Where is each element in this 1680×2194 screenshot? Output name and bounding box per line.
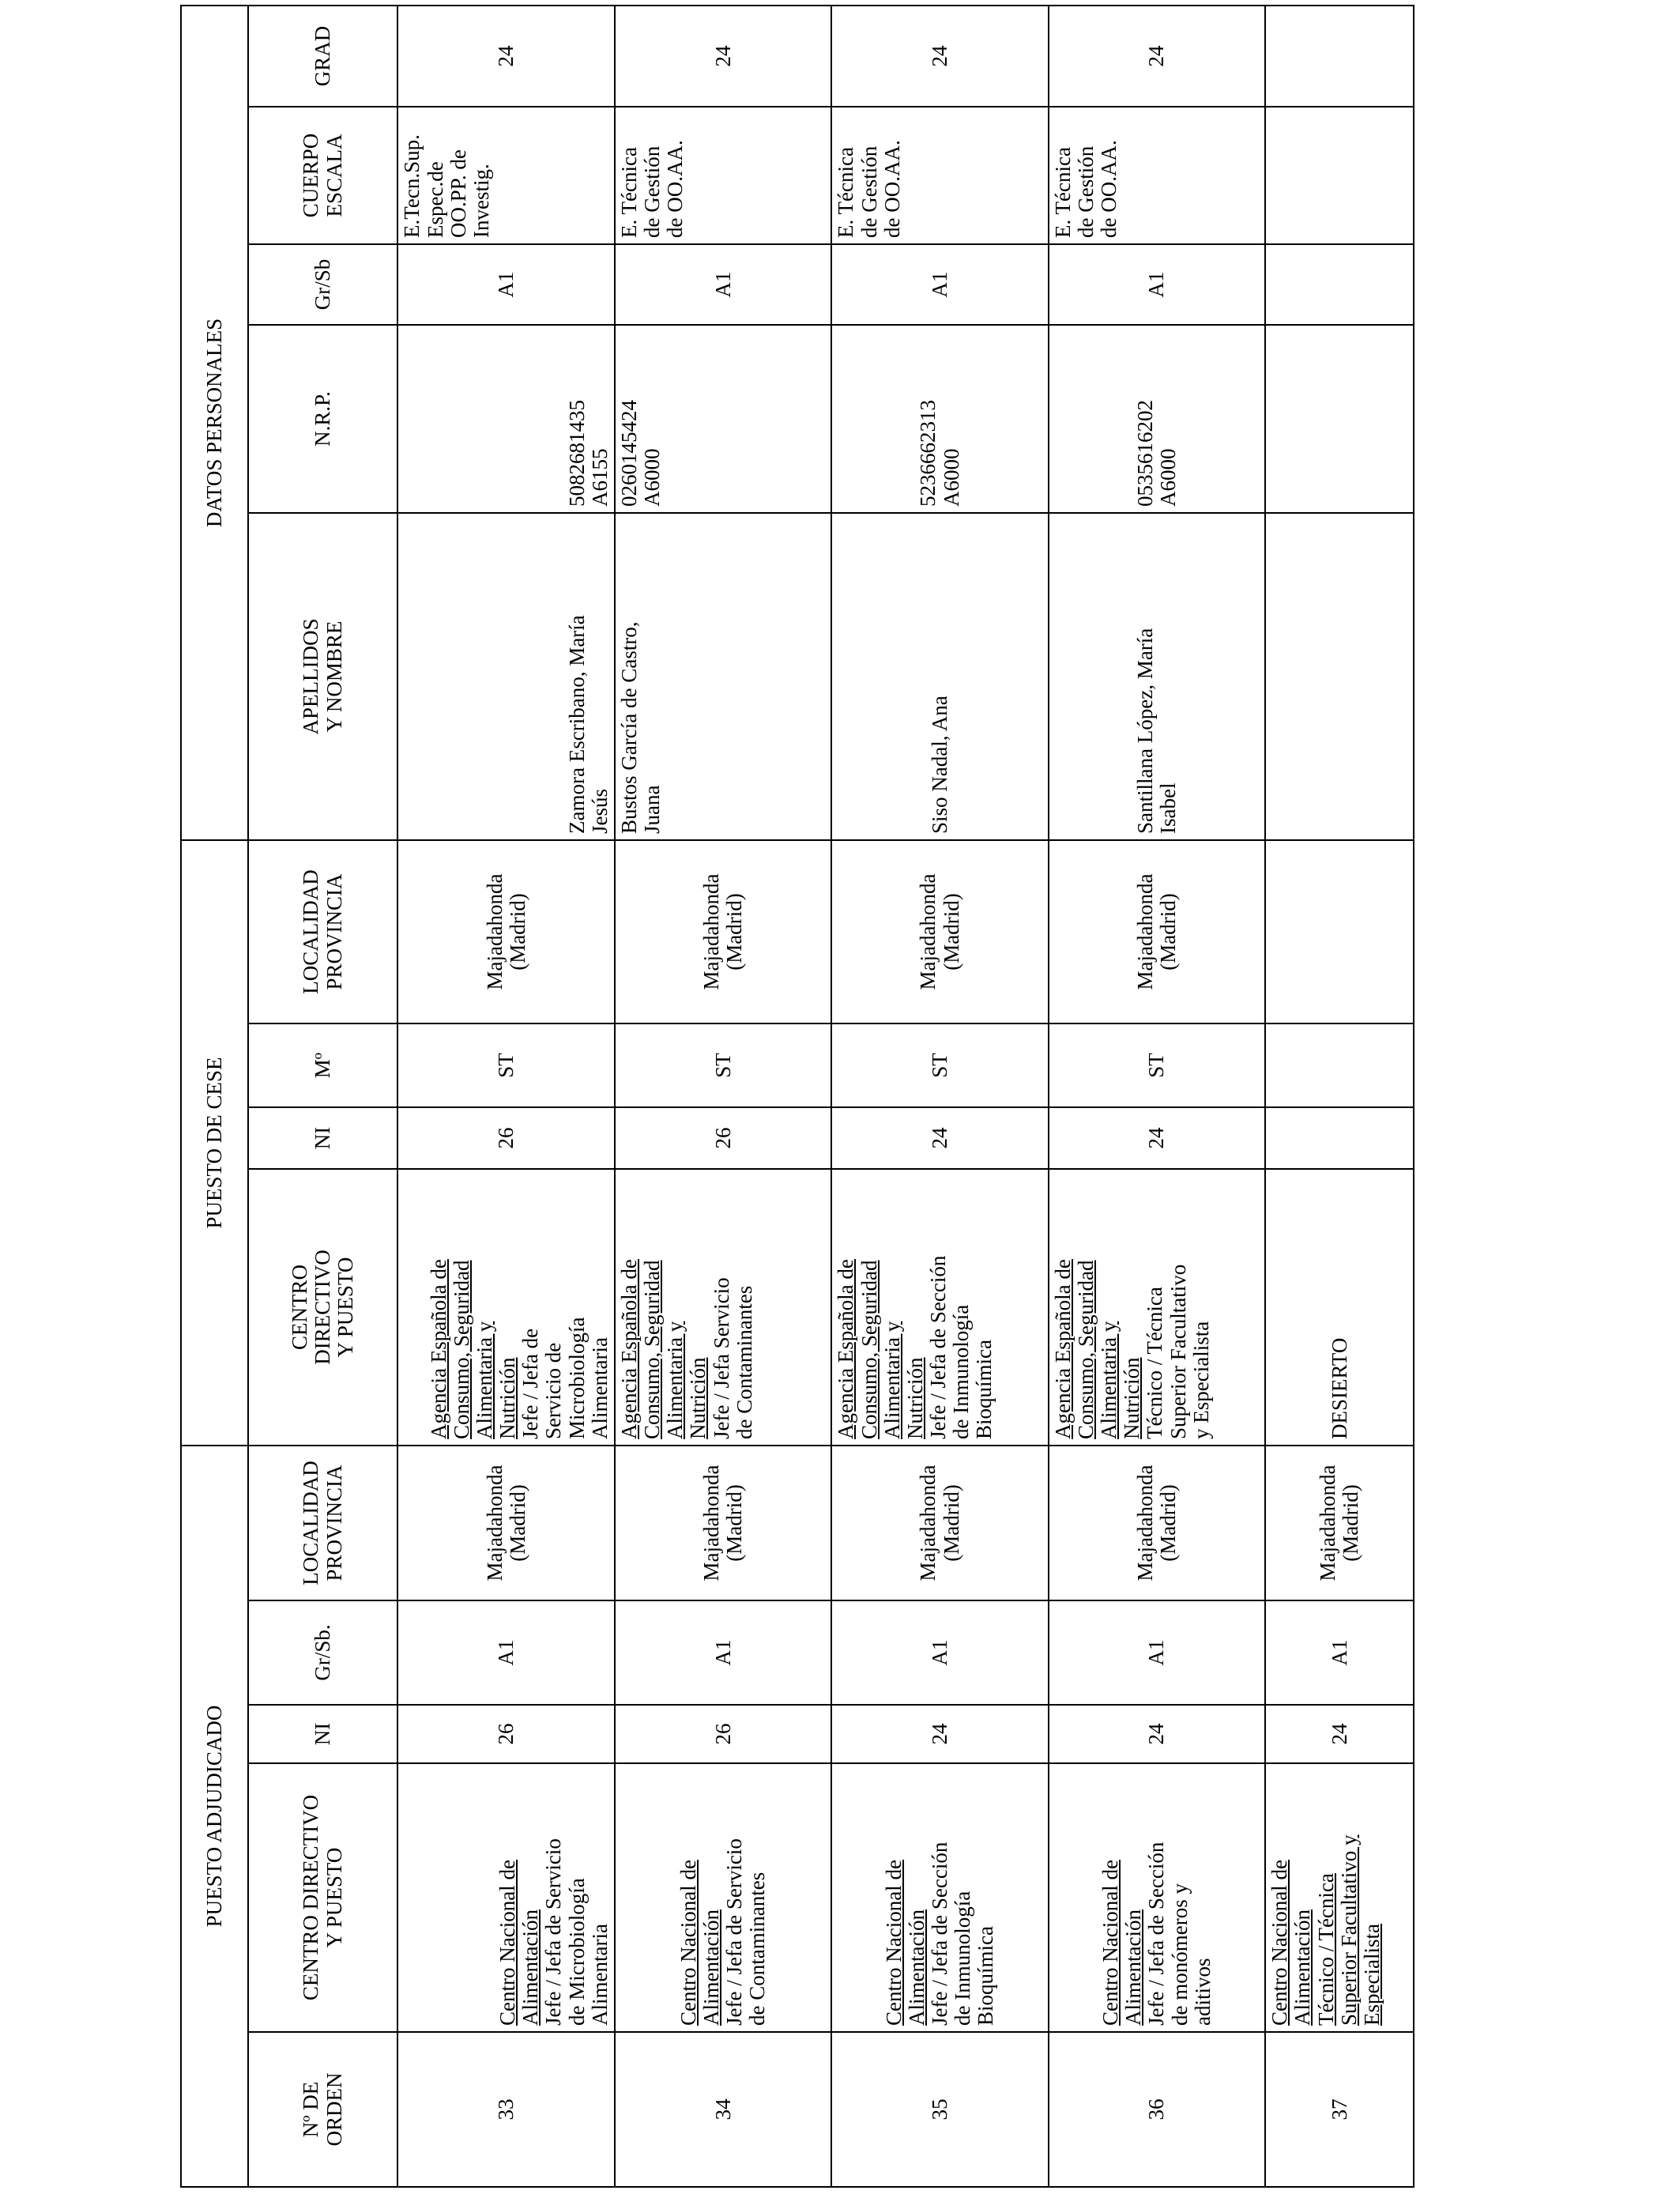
header-cese-centro-l3: Y PUESTO — [333, 1257, 358, 1358]
cell-adj-grsb — [1049, 1600, 1265, 1705]
cell-grad-empty — [1265, 6, 1414, 107]
table-row — [397, 6, 614, 2187]
grad-value: 24 — [710, 45, 735, 67]
cese-loc-l1: Majadahonda — [699, 873, 723, 990]
adj-grsb-value: A1 — [1327, 1639, 1351, 1666]
adj-puesto-l2: de monómeros y — [1167, 1883, 1192, 2026]
cell-cuerpo — [615, 107, 831, 244]
adj-loc-l1: Majadahonda — [1315, 1465, 1339, 1581]
cese-puesto-l1: Técnico / Técnica — [1143, 1287, 1167, 1439]
header-cese-centro-l2: DIRECTIVO — [311, 1250, 335, 1365]
nrp-l2: A6000 — [939, 448, 963, 507]
cese-centro-l3: Alimentaria y — [880, 1321, 904, 1439]
adj-grsb-value: A1 — [927, 1639, 951, 1666]
header-cese-centro — [248, 1169, 398, 1446]
header-nrp-label: N.R.P. — [311, 391, 335, 447]
cell-grsb — [397, 244, 614, 325]
cell-cese-ni — [831, 1107, 1048, 1169]
cell-grad — [1049, 6, 1265, 107]
adj-puesto-l1: Técnico / Técnica — [1313, 1873, 1338, 2026]
adj-grsb-value: A1 — [494, 1639, 518, 1666]
adj-puesto-l2: Superior Facultativo y — [1336, 1834, 1361, 2026]
header-adj-centro-l1: CENTRO DIRECTIVO — [299, 1794, 323, 2001]
adj-loc-l1: Majadahonda — [916, 1465, 940, 1581]
cell-cese-centro — [1049, 1169, 1265, 1446]
cese-centro-l3: Alimentaria y — [1097, 1321, 1121, 1439]
cuerpo-l2: de Gestión — [1073, 145, 1098, 238]
adj-puesto-l2: de Contaminantes — [745, 1872, 770, 2026]
cell-apellidos — [615, 513, 831, 840]
cell-cese-loc — [397, 840, 614, 1023]
cell-adj-loc — [1049, 1446, 1265, 1600]
cese-centro-l4: Nutrición — [1120, 1357, 1144, 1439]
header-orden-l2: ORDEN — [322, 2072, 346, 2147]
adj-ni-value: 26 — [710, 1723, 735, 1745]
cell-cese-m — [1049, 1023, 1265, 1107]
cell-cese-centro — [831, 1169, 1048, 1446]
nrp-l1: 5082681435 — [564, 399, 589, 507]
adj-ni-value: 24 — [927, 1723, 951, 1745]
cell-adj-ni — [615, 1705, 831, 1763]
cese-centro-l3: Alimentaria y — [663, 1321, 687, 1439]
cell-nrp — [397, 325, 614, 513]
group-header-row — [181, 6, 248, 2187]
cese-m-value: ST — [927, 1053, 951, 1078]
cese-centro-l3: Alimentaria y — [472, 1321, 496, 1439]
cell-apellidos — [397, 513, 614, 840]
cell-cese-desierto — [1265, 1169, 1414, 1446]
cese-loc-l1: Majadahonda — [1132, 873, 1157, 990]
cell-cese-centro — [615, 1169, 831, 1446]
cese-puesto-l1: Jefe / Jefa Servicio — [709, 1277, 733, 1439]
table-row — [1265, 6, 1414, 2187]
cell-nrp — [1049, 325, 1265, 513]
nrp-l1: 5236662313 — [916, 399, 940, 507]
cell-orden — [831, 2032, 1048, 2187]
table-row — [1049, 6, 1265, 2187]
adj-ni-value: 26 — [494, 1723, 518, 1745]
cese-puesto-l4: Alimentaria — [587, 1337, 612, 1439]
column-header-row — [248, 6, 398, 2187]
cell-cese-ni — [615, 1107, 831, 1169]
cell-adj-centro — [1049, 1763, 1265, 2032]
adj-puesto-l2: de Microbiología — [564, 1878, 589, 2026]
adj-ni-value: 24 — [1144, 1723, 1169, 1745]
header-apellidos — [248, 513, 398, 840]
cese-puesto-l3: Microbiología — [564, 1317, 589, 1439]
adj-puesto-l3: Alimentaria — [587, 1924, 612, 2026]
cell-adj-centro — [397, 1763, 614, 2032]
orden-value: 37 — [1327, 2098, 1351, 2120]
cese-puesto-l2: de Inmunología — [949, 1304, 974, 1439]
grad-value: 24 — [1144, 45, 1169, 67]
cese-centro-l2: Consumo, Seguridad — [857, 1260, 881, 1439]
cell-orden — [1049, 2032, 1265, 2187]
cell-adj-loc — [831, 1446, 1048, 1600]
cese-loc-l2: (Madrid) — [939, 893, 963, 971]
cell-cuerpo — [831, 107, 1048, 244]
header-adj-centro — [248, 1763, 398, 2032]
cese-centro-l4: Nutrición — [686, 1357, 710, 1439]
cell-adj-ni — [831, 1705, 1048, 1763]
grad-value: 24 — [927, 45, 951, 67]
cell-apellidos-empty — [1265, 513, 1414, 840]
adj-loc-l1: Majadahonda — [1132, 1465, 1157, 1581]
adj-grsb-value: A1 — [1144, 1639, 1169, 1666]
cell-cese-centro — [397, 1169, 614, 1446]
cell-adj-ni — [1049, 1705, 1265, 1763]
cell-cese-m — [831, 1023, 1048, 1107]
cell-grad — [397, 6, 614, 107]
cese-loc-l1: Majadahonda — [916, 873, 940, 990]
cese-centro-l1: Agencia Española de — [426, 1259, 450, 1439]
cese-m-value: ST — [1144, 1053, 1169, 1078]
cell-apellidos — [1049, 513, 1265, 840]
adj-puesto-l1: Jefe / Jefa de Sección — [1144, 1842, 1169, 2026]
group-personales — [181, 6, 248, 840]
cell-cese-m-empty — [1265, 1023, 1414, 1107]
adj-centro-name: Centro Nacional de Alimentación — [1268, 1860, 1315, 2026]
cell-cuerpo-empty — [1265, 107, 1414, 244]
adj-puesto-l1: Jefe / Jefa de Servicio — [722, 1838, 747, 2026]
cese-loc-l2: (Madrid) — [505, 893, 529, 971]
header-cese-m — [248, 1023, 398, 1107]
orden-value: 34 — [710, 2098, 735, 2120]
header-grsb — [248, 244, 398, 325]
cuerpo-l4: Investig. — [469, 164, 493, 238]
adj-puesto-l1: Jefe / Jefa de Servicio — [541, 1838, 566, 2026]
adj-grsb-value: A1 — [710, 1639, 735, 1666]
header-adj-loc — [248, 1446, 398, 1600]
cell-adj-centro — [1265, 1763, 1414, 2032]
cuerpo-l2: de Gestión — [857, 145, 881, 238]
header-cuerpo — [248, 107, 398, 244]
cell-adj-loc — [1265, 1446, 1414, 1600]
cell-apellidos — [831, 513, 1048, 840]
nrp-l1: 0535616202 — [1132, 399, 1157, 507]
apellidos-l1: Siso Nadal, Ana — [927, 696, 951, 834]
cuerpo-l3: OO.PP. de — [446, 149, 470, 238]
cell-adj-loc — [397, 1446, 614, 1600]
header-adj-loc-l2: PROVINCIA — [322, 1465, 346, 1581]
cese-centro-l4: Nutrición — [495, 1357, 520, 1439]
table-row — [831, 6, 1048, 2187]
cell-adj-centro — [615, 1763, 831, 2032]
cese-puesto-l2: de Contaminantes — [732, 1285, 756, 1439]
cell-adj-grsb — [831, 1600, 1048, 1705]
cese-puesto-l2: Servicio de — [541, 1342, 566, 1439]
apellidos-l2: Jesús — [587, 788, 612, 834]
adj-puesto-l3: aditivos — [1190, 1958, 1215, 2026]
header-cese-ni-label: NI — [311, 1126, 335, 1150]
cell-cese-ni — [397, 1107, 614, 1169]
resolution-table — [180, 5, 1414, 2188]
apellidos-l1: Santillana López, María — [1132, 628, 1157, 834]
header-orden — [248, 2032, 398, 2187]
cuerpo-l1: E. Técnica — [616, 147, 641, 238]
header-adj-ni — [248, 1705, 398, 1763]
cese-m-value: ST — [710, 1053, 735, 1078]
header-grsb-label: Gr/Sb — [311, 258, 335, 311]
cuerpo-l3: de OO.AA. — [1097, 140, 1121, 238]
cese-centro-l4: Nutrición — [902, 1357, 927, 1439]
cell-grsb-empty — [1265, 244, 1414, 325]
apellidos-l2: Juana — [640, 785, 665, 834]
cuerpo-l3: de OO.AA. — [880, 140, 904, 238]
cell-grsb — [615, 244, 831, 325]
group-personales-label: DATOS PERSONALES — [202, 318, 226, 528]
cese-loc-l2: (Madrid) — [1156, 893, 1181, 971]
grsb-value: A1 — [927, 271, 951, 298]
header-apellidos-l2: Y NOMBRE — [322, 620, 346, 733]
cell-adj-loc — [615, 1446, 831, 1600]
adj-centro-name: Centro Nacional de Alimentación — [881, 1860, 929, 2026]
adj-puesto-l3: Especialista — [1359, 1924, 1384, 2026]
adj-puesto-l1: Jefe / Jefa de Sección — [927, 1842, 951, 2026]
header-nrp — [248, 325, 398, 513]
header-cese-ni — [248, 1107, 398, 1169]
header-grad-label: GRAD — [311, 25, 335, 87]
cuerpo-l2: de Gestión — [640, 145, 665, 238]
header-adj-ni-label: NI — [311, 1722, 335, 1746]
cese-puesto-l3: Bioquímica — [972, 1340, 996, 1439]
cuerpo-l1: E. Técnica — [834, 147, 858, 238]
adj-loc-l2: (Madrid) — [1156, 1484, 1181, 1562]
cese-ni-value: 26 — [494, 1127, 518, 1149]
header-grad — [248, 6, 398, 107]
adj-centro-name: Centro Nacional de Alimentación — [1098, 1860, 1146, 2026]
header-adj-loc-l1: LOCALIDAD — [299, 1461, 323, 1585]
cuerpo-l1: E. Técnica — [1050, 147, 1075, 238]
adj-ni-value: 24 — [1327, 1723, 1351, 1745]
adj-loc-l2: (Madrid) — [1339, 1484, 1363, 1562]
cell-orden — [397, 2032, 614, 2187]
cell-cese-loc — [1049, 840, 1265, 1023]
grsb-value: A1 — [710, 271, 735, 298]
cell-nrp-empty — [1265, 325, 1414, 513]
cell-cese-loc — [615, 840, 831, 1023]
cell-cese-ni — [1049, 1107, 1265, 1169]
adj-centro-name: Centro Nacional de Alimentación — [676, 1860, 723, 2026]
cell-cese-m — [615, 1023, 831, 1107]
header-cuerpo-l2: ESCALA — [322, 134, 346, 217]
cuerpo-l3: de OO.AA. — [663, 140, 687, 238]
cell-orden — [1265, 2032, 1414, 2187]
cese-centro-l1: Agencia Española de — [616, 1259, 641, 1439]
cese-ni-value: 26 — [710, 1127, 735, 1149]
cese-desierto-value: DESIERTO — [1327, 1337, 1351, 1439]
cese-ni-value: 24 — [1144, 1127, 1169, 1149]
cell-grsb — [1049, 244, 1265, 325]
cese-centro-l1: Agencia Española de — [834, 1259, 858, 1439]
header-cese-centro-l1: CENTRO — [287, 1265, 311, 1350]
adj-loc-l2: (Madrid) — [939, 1484, 963, 1562]
adj-puesto-l2: de Inmunología — [951, 1891, 975, 2026]
cese-puesto-l2: Superior Facultativo — [1166, 1264, 1190, 1439]
group-cese-label: PUESTO DE CESE — [202, 1057, 226, 1229]
cell-cuerpo — [397, 107, 614, 244]
cell-grsb — [831, 244, 1048, 325]
cell-grad — [615, 6, 831, 107]
cese-m-value: ST — [494, 1053, 518, 1078]
group-cese — [181, 840, 248, 1446]
adj-puesto-l3: Bioquímica — [974, 1926, 998, 2026]
grsb-value: A1 — [494, 271, 518, 298]
apellidos-l1: Zamora Escribano, María — [564, 615, 589, 834]
orden-value: 36 — [1144, 2098, 1169, 2120]
cese-centro-l2: Consumo, Seguridad — [1073, 1260, 1098, 1439]
orden-value: 33 — [494, 2098, 518, 2120]
group-adjudicado-label: PUESTO ADJUDICADO — [202, 1705, 226, 1928]
cese-centro-l1: Agencia Española de — [1050, 1259, 1075, 1439]
cell-cese-ni-empty — [1265, 1107, 1414, 1169]
nrp-l2: A6000 — [1156, 448, 1181, 507]
grsb-value: A1 — [1144, 271, 1169, 298]
adj-loc-l1: Majadahonda — [699, 1465, 723, 1581]
cell-cuerpo — [1049, 107, 1265, 244]
cell-cese-m — [397, 1023, 614, 1107]
nrp-l2: A6155 — [587, 448, 612, 507]
header-cese-loc — [248, 840, 398, 1023]
table-row — [615, 6, 831, 2187]
header-cuerpo-l1: CUERPO — [299, 133, 323, 218]
cell-cese-loc — [831, 840, 1048, 1023]
header-apellidos-l1: APELLIDOS — [299, 618, 323, 735]
header-adj-grsb-label: Gr/Sb. — [311, 1624, 335, 1681]
apellidos-l1: Bustos García de Castro, — [616, 621, 641, 834]
nrp-l1: 0260145424 — [616, 399, 641, 507]
cell-adj-grsb — [615, 1600, 831, 1705]
cell-grad — [831, 6, 1048, 107]
cese-puesto-l3: y Especialista — [1188, 1321, 1213, 1439]
adj-loc-l1: Majadahonda — [482, 1465, 507, 1581]
adj-loc-l2: (Madrid) — [505, 1484, 529, 1562]
grad-value: 24 — [494, 45, 518, 67]
group-adjudicado — [181, 1446, 248, 2187]
cell-nrp — [615, 325, 831, 513]
nrp-l2: A6000 — [640, 448, 665, 507]
cese-centro-l2: Consumo, Seguridad — [449, 1260, 473, 1439]
header-adj-grsb — [248, 1600, 398, 1705]
cese-ni-value: 24 — [927, 1127, 951, 1149]
cell-cese-loc-empty — [1265, 840, 1414, 1023]
cese-puesto-l1: Jefe / Jefa de Sección — [925, 1255, 950, 1439]
apellidos-l2: Isabel — [1156, 782, 1181, 834]
cese-loc-l2: (Madrid) — [722, 893, 747, 971]
orden-value: 35 — [927, 2098, 951, 2120]
cese-loc-l1: Majadahonda — [482, 873, 507, 990]
cell-adj-centro — [831, 1763, 1048, 2032]
cese-puesto-l1: Jefe / Jefa de — [518, 1328, 543, 1439]
header-cese-loc-l1: LOCALIDAD — [299, 869, 323, 994]
header-orden-l1: Nº DE — [299, 2081, 323, 2138]
cuerpo-l1: E.Tecn.Sup. — [400, 134, 424, 238]
cell-nrp — [831, 325, 1048, 513]
adj-loc-l2: (Madrid) — [722, 1484, 747, 1562]
rotated-table-container — [180, 6, 1414, 2188]
cell-adj-grsb — [1265, 1600, 1414, 1705]
cell-adj-ni — [397, 1705, 614, 1763]
cuerpo-l2: Espec.de — [423, 161, 447, 238]
cell-orden — [615, 2032, 831, 2187]
header-cese-loc-l2: PROVINCIA — [322, 873, 346, 990]
cell-adj-grsb — [397, 1600, 614, 1705]
header-cese-m-label: Mº — [311, 1052, 335, 1079]
adj-centro-name: Centro Nacional de Alimentación — [495, 1860, 543, 2026]
cese-centro-l2: Consumo, Seguridad — [640, 1260, 665, 1439]
cell-adj-ni — [1265, 1705, 1414, 1763]
header-adj-centro-l2: Y PUESTO — [322, 1847, 346, 1948]
